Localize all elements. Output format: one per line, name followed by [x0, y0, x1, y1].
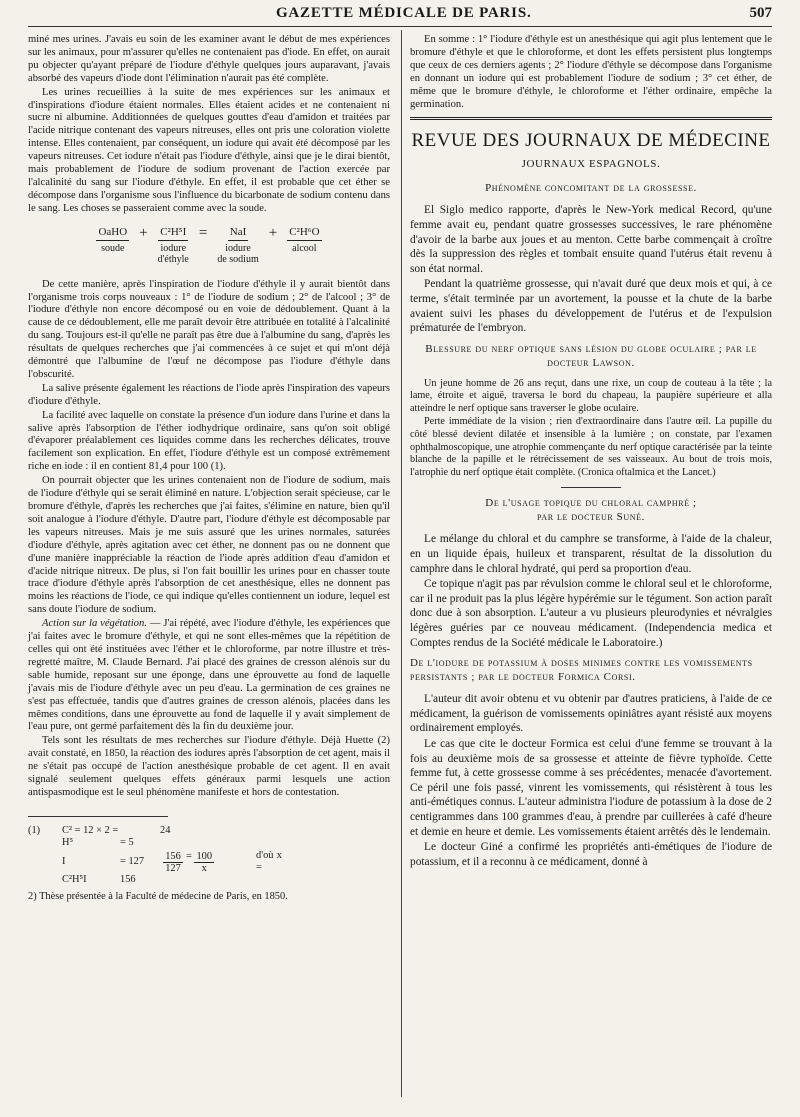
paragraph: Tels sont les résultats de mes recherches sur l'iodure d'éthyle. Déjà Huette (2) avait constaté, en 1850, la réaction des iodures après l'absorption de cet agent, mais il ne s'était pas occupé de l'action anesthésique probable de cet agent. Il en avait signalé seulement quelques effets généraux parmi lesquels une action antispasmodique est le seul phénomène manifeste et hors de contestation.	[28, 735, 390, 798]
footnote-rule	[28, 816, 168, 817]
formula-term	[287, 226, 321, 254]
footnote-calculation: (1) C² = 12 × 2 = 24 H⁵ = 5 I = 127 $\frac{156}{127}$ = $\frac{100}{x}$ d'où x = C²H⁵I 156	[28, 824, 282, 886]
plus-sign: +	[268, 224, 278, 241]
article-title: De l'usage topique du chloral camphré ; par le docteur Suné.	[485, 497, 697, 524]
paragraph: En somme : 1° l'iodure d'éthyle est un anesthésique qui agit plus lentement que le bromure d'éthyle et que le chloroforme, et dont les effets persistent plus longtemps que ceux de ces derniers agents ; 2° l'iodure d'éthyle se décompose dans l'organisme en donnant un iodure qui est probablement l'iodure de sodium ; 3° cet éther, de même que le bromure d'éthyle, le chloroforme et l'éther ordinaire, empêche la germination.	[410, 34, 772, 110]
article-title: De l'iodure de potassium à doses minimes contre les vomissements persistants ; par le docteur Formica Corsi.	[410, 657, 753, 684]
right-column	[410, 34, 772, 870]
formula-chem: NaI	[228, 226, 249, 241]
calc-cell: I	[62, 855, 66, 867]
section-rule	[410, 117, 772, 120]
formula-term	[96, 226, 129, 254]
article-author: par le docteur Lawson.	[547, 342, 757, 369]
chemical-equation	[28, 226, 390, 265]
page-number: 507	[749, 4, 772, 21]
calc-cell: C²H⁵I	[62, 874, 87, 886]
paragraph: Pendant la quatrième grossesse, qui n'avait duré que deux mois et qui, à ce terme, s'était terminée par un avortement, la pousse et la chute de la barbe avaient suivi les phases du développement de l'utérus et de l'expulsion prématurée de l'embryon.	[410, 278, 772, 335]
paragraph: Un jeune homme de 26 ans reçut, dans une rixe, un coup de couteau à la tête ; la lame, étroite et aiguë, traversa le bord du chapeau, la paupière supérieure et alla atteindre le nerf optique sans traverser le globe oculaire.	[410, 377, 772, 414]
paragraph: Ce topique n'agit pas par révulsion comme le chloral seul et le chloroforme, car il ne produit pas la plus légère hypérémie sur le tégument. Son action paraît donc due à son absorption. L'auteur a vu plusieurs pleurodynies et névralgies légères guéries par ce nouveau médicament. (Independencia medica et Comptes rendus de la Société médicale le Laboratoire.)	[410, 578, 772, 649]
section-subtitle: JOURNAUX ESPAGNOLS.	[521, 158, 661, 171]
journal-title: GAZETTE MÉDICALE DE PARIS.	[275, 4, 532, 21]
formula-term	[158, 226, 189, 265]
paragraph: El Siglo medico rapporte, d'après le New-York medical Record, qu'une femme avait eu, pendant quatre grossesses successives, le rare phénomène d'avoir de la barbe aux joues et au menton. Cette barbe commençait à croître dès la suppression des règles et tombait ensuite quand l'utérus était revenu à son état normal.	[410, 204, 772, 275]
article-title: Blessure du nerf optique sans lésion du globe oculaire ; par le docteur Lawson.	[425, 342, 757, 369]
formula-label: iodure d'éthyle	[157, 242, 189, 265]
paragraph: L'auteur dit avoir obtenu et vu obtenir par d'autres praticiens, à l'aide de ce médicament, la guérison de vomissements opiniâtres ayant résisté aux moyens ordinairement employés.	[410, 693, 772, 735]
calc-cell: C² = 12 × 2 =	[62, 824, 119, 836]
formula-chem: OaHO	[96, 226, 129, 241]
article-title: Phénomène concomitant de la grossesse.	[485, 182, 697, 195]
plus-sign: +	[139, 224, 148, 241]
footnote-1	[28, 825, 390, 903]
article-rule	[561, 487, 621, 488]
fraction: $\frac{156}{127}$	[165, 850, 181, 874]
calc-cell: H⁵	[62, 837, 74, 849]
formula-term	[217, 226, 258, 265]
formula-label: soude	[101, 242, 125, 254]
formula-label: alcool	[292, 242, 317, 254]
section-lead: Action sur la végétation.	[42, 618, 147, 630]
paragraph: Perte immédiate de la vision ; rien d'extraordinaire dans l'autre œil. La pupille du côté blessé devient dilatée et insensible à la lumière ; on constate, par l'examen ophthalmoscopique, une atrophie commençante du nerf optique caractérisée par la teinte blanche de la papille et le rétrécissement de ses vaisseaux. Au bout de trois mois, l'atrophie du nerf optique était complète. (Cronica oftalmica et the Lancet.)	[410, 416, 772, 478]
formula-chem: C²H⁶O	[287, 226, 321, 241]
equals-sign: =	[198, 224, 208, 241]
paragraph: La facilité avec laquelle on constate la présence d'un iodure dans l'urine et dans la salive après l'absorption de l'éther iodhydrique ordinaire, sans qu'on soit obligé d'évaporer préalablement ces liquides comme dans les recherches délicates, trouve facilement son explication. En effet, l'iodure d'éthyle est un composé extrêmement riche en iode : il en contient 81,4 pour 100 (1).	[28, 409, 390, 473]
paragraph: Le cas que cite le docteur Formica est celui d'une femme se trouvant à la fois au deuxième mois de sa grossesse et atteinte de fièvre typhoïde. Cette femme fut, à cette grossesse comme à ses précédentes, menacée d'avortement. Ce péril une fois passé, vinrent les vomissements, qui résistèrent à tous les anti-émétiques connus. L'auteur administra l'iodure de potassium à la dose de 2 centigrammes dans 100 grammes d'eau, à prendre par cuillerées à café d'heure et demie en heure et demie. Les vomissements étaient arrêtés dès le lendemain.	[410, 737, 772, 838]
section-title: REVUE DES JOURNAUX DE MÉDECINE	[411, 130, 771, 152]
header-rule	[28, 26, 772, 27]
footnote-mark: (1)	[28, 824, 41, 836]
paragraph: Le docteur Giné a confirmé les propriétés anti-émétiques de l'iodure de potassium, et il a reconnu à ce médicament, donné à	[410, 841, 772, 868]
footnote-2: 2) Thèse présentée à la Faculté de médecine de Paris, en 1850.	[28, 890, 288, 902]
article-author: par le docteur Formica Corsi.	[478, 671, 636, 684]
fraction: $\frac{100}{x}$	[196, 850, 213, 874]
paragraph: miné mes urines. J'avais eu soin de les examiner avant le début de mes expériences sur les animaux, pour m'assurer qu'elles ne contenaient pas d'iode. En effet, on aurait pu objecter qu'ayant préparé de l'iodure d'éthyle quelques jours auparavant, j'avais absorbé des vapeurs d'iode dont l'élimination n'aurait pas été complète.	[28, 34, 390, 84]
article-author: par le docteur Suné.	[537, 511, 645, 524]
column-separator	[401, 30, 402, 1097]
paragraph: La salive présente également les réactions de l'iode après l'inspiration des vapeurs d'iodure d'éthyle.	[28, 382, 390, 407]
paragraph: Les urines recueillies à la suite de mes expériences sur les animaux et d'inspirations d'iodure étaient normales. Elles étaient acides et ne contenaient ni sucre ni albumine. Additionnées de quelques gouttes d'eau d'amidon et traitées par l'acide nitrique contenant des vapeurs nitreuses, elles ont pris une coloration violette intense. Elles contenaient, par conséquent, un iodure qui avait été décomposé par les vapeurs nitreuses. Cet iodure n'était pas l'iodure d'éthyle, ainsi que je le dirai bientôt, mais probablement de l'iodure de sodium provenant de l'action exercée par l'alcalinité du sang sur l'iodure d'éthyle. En effet, il est probable que cet éther se décompose dans l'organisme sous l'influence du bicarbonate de sodium contenu dans le sang. Les choses se passeraient comme avec la soude.	[28, 86, 390, 214]
page-header	[28, 2, 772, 24]
paragraph: Le mélange du chloral et du camphre se transforme, à l'aide de la chaleur, en un liquide épais, huileux et transparent, résultat de la dissolution du camphre dans le chloral hydraté, qui perd sa proportion d'eau.	[410, 533, 772, 575]
calc-tail: d'où x =	[256, 849, 282, 874]
formula-label: iodure de sodium	[217, 242, 259, 265]
paragraph: De cette manière, après l'inspiration de l'iodure d'éthyle il y aurait bientôt dans l'organisme trois corps nouveaux : 1° de l'iodure de sodium ; 2° de l'alcool ; 3° de l'iodure d'éthyle non encore décomposé ou en voie de dédoublement. Quant à la cause de ce dédoublement, elle me paraît devoir être attribuée en totalité à l'alcalinité du sang. Toujours est-il qu'elle ne paraît pas être due à l'albumine du sang, d'après les résultats de quelques recherches que j'ai commencées à ce sujet et qui m'ont déjà démontré que l'albumine de l'œuf ne décompose pas l'iodure d'éthyle dans l'obscurité.	[28, 278, 390, 380]
calc-cell: 24	[160, 824, 171, 836]
left-column	[28, 34, 390, 903]
calc-cell: = 127	[120, 855, 145, 867]
calc-cell: = 5	[120, 837, 134, 849]
paragraph-text: — J'ai répété, avec l'iodure d'éthyle, les expériences que j'ai faites avec le bromure d'éthyle, et qui ne sont elles-mêmes que la répétition de celles qui ont été instituées avec l'éther et le chloroforme, par notre illustre et très-regretté maître, M. Claude Bernard. J'ai placé des graines de cresson alénois sur du sable humide, reposant sur une éponge, dans une éprouvette au fond de laquelle j'avais mis de l'iodure d'éthyle avec un peu d'eau. La germination de ces graines ne s'est pas effectuée, tandis que d'autres graines de cresson alénois, placées dans les mêmes conditions, dans une éprouvette au fond de laquelle il y avait simplement de l'eau pure, ont germé parfaitement dès la fin du deuxième jour.	[28, 618, 391, 733]
paragraph	[28, 618, 390, 734]
calc-cell: 156	[120, 874, 136, 886]
paragraph: On pourrait objecter que les urines contenaient non de l'iodure de sodium, mais de l'iodure d'éthyle qui se serait éliminé en nature. L'objection serait spécieuse, car le bromure d'éthyle, d'après les recherches que j'ai faites, s'élimine en nature, bien qu'il soit analogue à l'iodure d'éthyle. D'autre part, l'iodure d'éthyle est décomposable par les vapeurs nitreuses. Mais je me suis assuré que les urines normales, saturées d'iodure d'éthyle, après agitation avec cet éther, ne donnent pas ou ne donnent que d'une manière inappréciable la réaction de l'iode après addition d'eau d'amidon et d'acide nitrique nitreux. De plus, si l'on fait bouillir les urines pour en chasser toute trace d'iodure d'éthyle après l'absorption de cet anesthésique, elles ne donnent pas moins les réactions de l'iode, ce qui indique qu'elles contiennent un iodure, lequel est sans doute l'iodure de sodium.	[28, 475, 390, 616]
formula-chem: C²H⁵I	[158, 226, 188, 241]
